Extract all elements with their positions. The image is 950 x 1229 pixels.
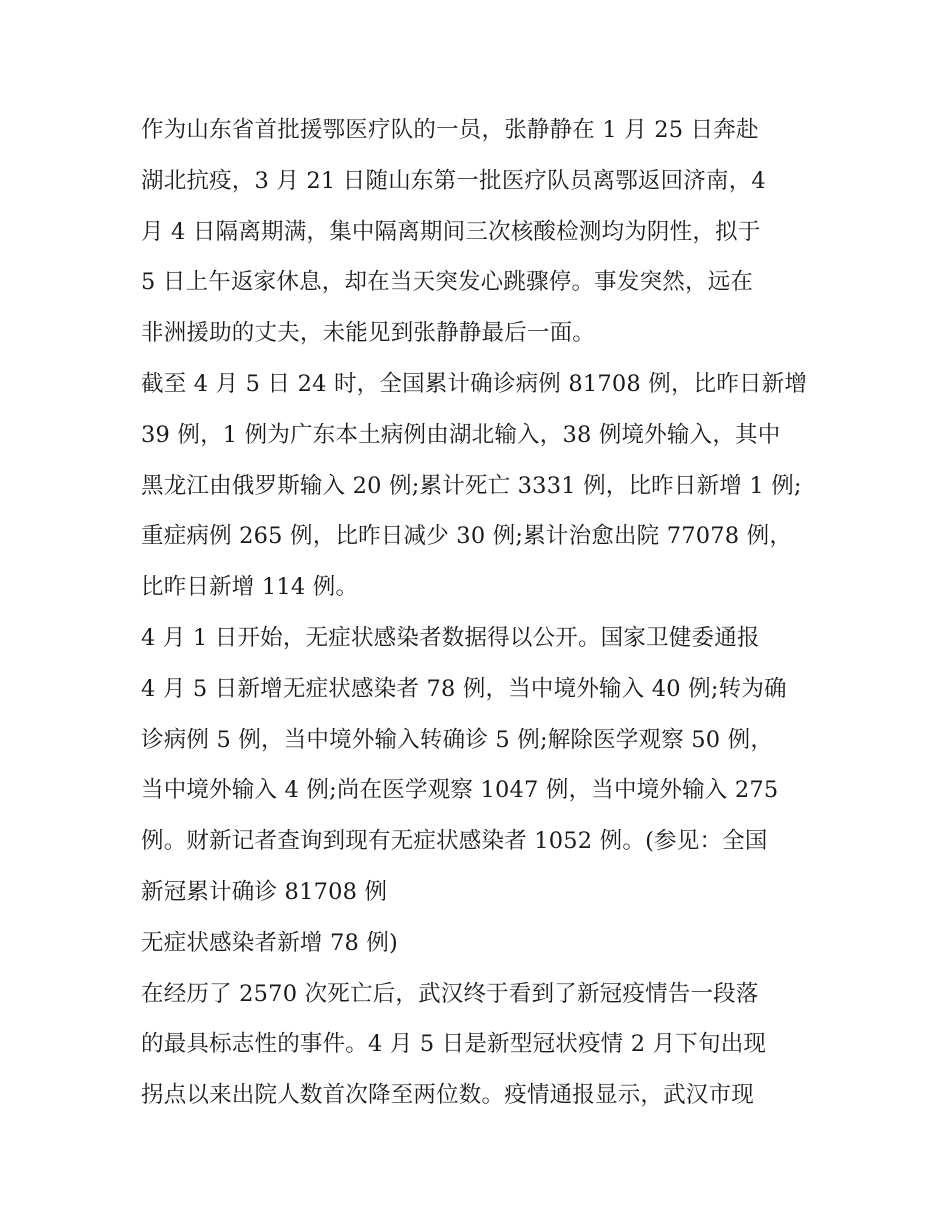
- text-line: 湖北抗疫，3 月 21 日随山东第一批医疗队员离鄂返回济南，4: [141, 167, 766, 194]
- paragraph-2: [141, 359, 821, 613]
- text-line: 拐点以来出院人数首次降至两位数。疫情通报显示，武汉市现: [141, 1082, 754, 1109]
- text-line: 无症状感染者新增 78 例): [141, 929, 399, 956]
- text-line: 非洲援助的丈夫，未能见到张静静最后一面。: [141, 320, 596, 347]
- text-line: 39 例，1 例为广东本土病例由湖北输入，38 例境外输入，其中: [141, 421, 781, 448]
- text-line: 5 日上午返家休息，却在当天突发心跳骤停。事发突然，远在: [141, 269, 754, 296]
- text-line: 比昨日新增 114 例。: [141, 574, 359, 601]
- text-line: 月 4 日隔离期满，集中隔离期间三次核酸检测均为阴性，拟于: [141, 218, 761, 245]
- text-line: 4 月 1 日开始，无症状感染者数据得以公开。国家卫健委通报: [141, 624, 760, 651]
- paragraph-3: [141, 613, 821, 918]
- text-line: 的最具标志性的事件。4 月 5 日是新型冠状疫情 2 月下旬出现: [141, 1031, 767, 1058]
- text-line: 新冠累计确诊 81708 例: [141, 878, 388, 905]
- text-line: 在经历了 2570 次死亡后，武汉终于看到了新冠疫情告一段落: [141, 980, 759, 1007]
- document-body: [141, 105, 821, 1121]
- paragraph-4: [141, 918, 821, 969]
- paragraph-5: [141, 969, 821, 1121]
- text-line: 作为山东省首批援鄂医疗队的一员，张静静在 1 月 25 日奔赴: [141, 117, 759, 143]
- text-line: 例。财新记者查询到现有无症状感染者 1052 例。(参见：全国: [141, 828, 768, 855]
- text-line: 当中境外输入 4 例;尚在医学观察 1047 例，当中境外输入 275: [141, 777, 779, 804]
- paragraph-1: [141, 105, 821, 359]
- text-line: 诊病例 5 例，当中境外输入转确诊 5 例;解除医学观察 50 例，: [141, 726, 774, 753]
- text-line: 4 月 5 日新增无症状感染者 78 例，当中境外输入 40 例;转为确: [141, 675, 787, 702]
- text-line: 黑龙江由俄罗斯输入 20 例;累计死亡 3331 例，比昨日新增 1 例;: [141, 472, 802, 499]
- text-line: 截至 4 月 5 日 24 时，全国累计确诊病例 81708 例，比昨日新增: [141, 370, 808, 397]
- text-line: 重症病例 265 例，比昨日减少 30 例;累计治愈出院 77078 例，: [141, 523, 793, 550]
